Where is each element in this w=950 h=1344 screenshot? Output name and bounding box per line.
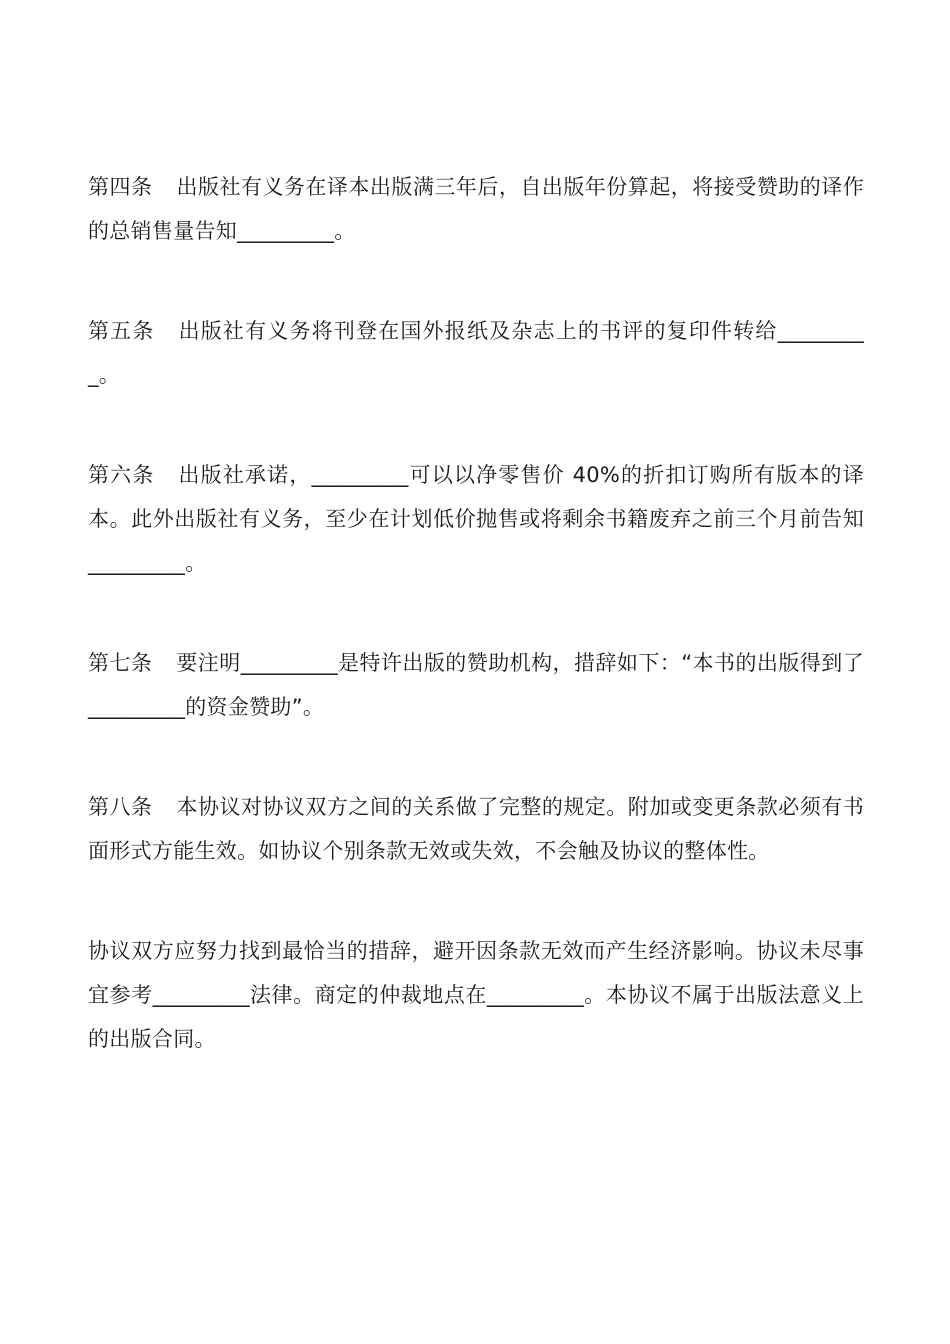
article-6-label: 第六条	[88, 463, 155, 487]
article-5	[88, 309, 864, 397]
document-body	[88, 165, 864, 1117]
article-4-text: 出版社有义务在译本出版满三年后，自出版年份算起，将接受赞助的译作的总销售量告知_________。	[88, 175, 864, 243]
article-6-text: 出版社承诺，_________可以以净零售价 40%的折扣订购所有版本的译本。此外出版社有义务，至少在计划低价抛售或将剩余书籍废弃之前三个月前告知_________。	[88, 463, 865, 575]
article-7	[88, 641, 864, 729]
article-8	[88, 785, 864, 873]
article-6	[88, 453, 864, 585]
article-4-label: 第四条	[88, 175, 153, 199]
closing-paragraph-text: 协议双方应努力找到最恰当的措辞，避开因条款无效而产生经济影响。协议未尽事宜参考_________法律。商定的仲裁地点在_________。本协议不属于出版法意义上的出版合同。	[88, 939, 864, 1051]
article-5-text: 出版社有义务将刊登在国外报纸及杂志上的书评的复印件转给_________。	[88, 319, 864, 387]
article-4	[88, 165, 864, 253]
article-8-text: 本协议对协议双方之间的关系做了完整的规定。附加或变更条款必须有书面形式方能生效。如协议个别条款无效或失效，不会触及协议的整体性。	[88, 795, 864, 863]
closing-paragraph	[88, 929, 864, 1061]
article-7-text: 要注明_________是特许出版的赞助机构，措辞如下：“本书的出版得到了_________的资金赞助”。	[88, 651, 864, 719]
article-7-label: 第七条	[88, 651, 153, 675]
article-5-label: 第五条	[88, 319, 155, 343]
article-8-label: 第八条	[88, 795, 153, 819]
